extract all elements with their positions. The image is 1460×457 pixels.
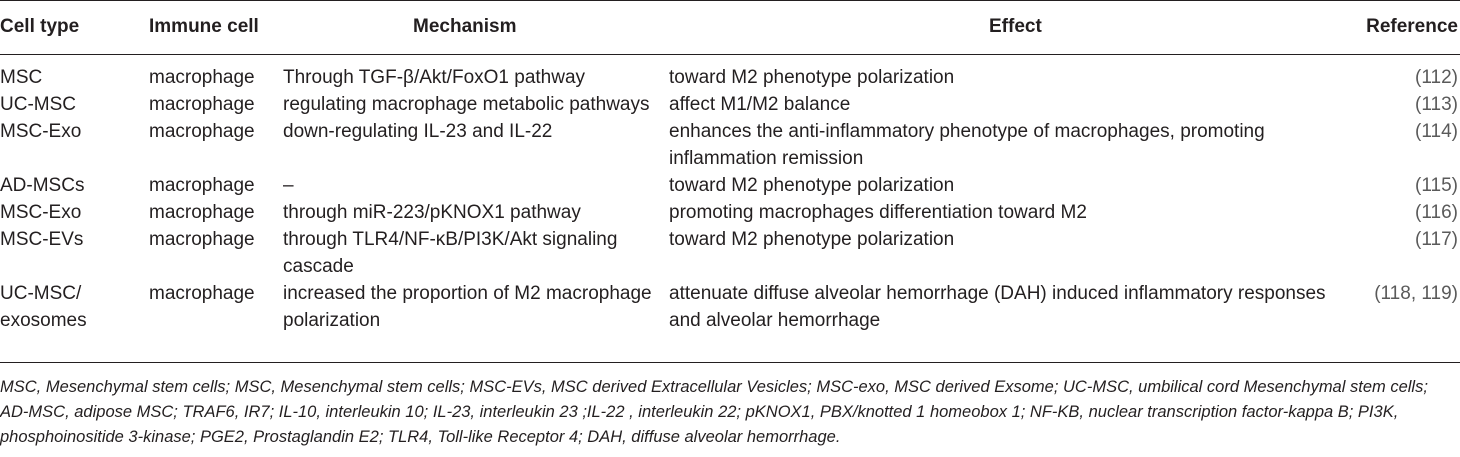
bottom-rule <box>0 362 1460 363</box>
reference-cell: (113) <box>1415 94 1458 115</box>
mechanism-cell: through TLR4/NF-κB/PI3K/Akt signaling cascade <box>283 229 618 277</box>
header-immune-cell: Immune cell <box>149 16 259 37</box>
immune-cell-cell: macrophage <box>149 67 255 88</box>
table-footnote: MSC, Mesenchymal stem cells; MSC, Mesenchymal stem cells; MSC-EVs, MSC derived Extracellular Vesicles; MSC-exo, MSC derived Exsome; UC-MSC, umbilical cord Mesenchymal stem cells; AD-MSC, adipose MSC; TRAF6, IR7; IL-10, interleukin 10; IL-23, interleukin 23 ;IL-22 , interleukin 22; pKNOX1, PBX/knotted 1 homeobox 1; NF-KB, nuclear transcription factor-kappa B; PI3K, phosphoinositide 3-kinase; PGE2, Prostaglandin E2; TLR4, Toll-like Receptor 4; DAH, diffuse alveolar hemorrhage. <box>0 378 1428 446</box>
effect-cell: toward M2 phenotype polarization <box>669 175 955 196</box>
effect-cell: attenuate diffuse alveolar hemorrhage (DAH) induced inflammatory responses and alveolar hemorrhage <box>669 283 1326 331</box>
table-row <box>0 55 1460 91</box>
reference-cell: (118, 119) <box>1374 283 1458 304</box>
immune-cell-cell: macrophage <box>149 175 255 196</box>
cell-type-cell: UC-MSC <box>0 94 76 115</box>
immune-cell-cell: macrophage <box>149 283 255 304</box>
cell-type-cell: MSC-EVs <box>0 229 84 250</box>
reference-cell: (112) <box>1415 67 1458 88</box>
effect-cell: toward M2 phenotype polarization <box>669 229 955 250</box>
effect-cell: enhances the anti-inflammatory phenotype of macrophages, promoting inflammation remission <box>669 121 1265 169</box>
header-effect: Effect <box>989 16 1042 37</box>
header-reference: Reference <box>1366 16 1458 37</box>
mechanism-cell: regulating macrophage metabolic pathways <box>283 94 650 115</box>
mechanism-cell: down-regulating IL-23 and IL-22 <box>283 121 553 142</box>
immune-cell-cell: macrophage <box>149 121 255 142</box>
immune-cell-cell: macrophage <box>149 94 255 115</box>
table-row <box>0 91 1460 118</box>
table-row <box>0 226 1460 280</box>
mechanism-cell: – <box>283 175 294 196</box>
table-row <box>0 199 1460 226</box>
reference-cell: (114) <box>1415 121 1458 142</box>
mechanism-cell: increased the proportion of M2 macrophage polarization <box>283 283 652 331</box>
reference-cell: (117) <box>1415 229 1458 250</box>
header-row <box>0 0 1460 55</box>
mechanism-cell: Through TGF-β/Akt/FoxO1 pathway <box>283 67 586 88</box>
effect-cell: promoting macrophages differentiation toward M2 <box>669 202 1087 223</box>
effect-cell: affect M1/M2 balance <box>669 94 851 115</box>
table-row <box>0 118 1460 172</box>
mechanism-cell: through miR-223/pKNOX1 pathway <box>283 202 581 223</box>
table-row <box>0 172 1460 199</box>
cell-type-cell: AD-MSCs <box>0 175 85 196</box>
cell-type-cell: UC-MSC/ exosomes <box>0 283 87 331</box>
reference-cell: (115) <box>1415 175 1458 196</box>
table-row <box>0 280 1460 334</box>
header-cell-type: Cell type <box>0 16 80 37</box>
effect-cell: toward M2 phenotype polarization <box>669 67 955 88</box>
immune-cell-cell: macrophage <box>149 229 255 250</box>
reference-cell: (116) <box>1415 202 1458 223</box>
cell-type-cell: MSC <box>0 67 43 88</box>
header-mechanism: Mechanism <box>413 16 517 37</box>
immune-cell-cell: macrophage <box>149 202 255 223</box>
cell-type-cell: MSC-Exo <box>0 202 82 223</box>
cell-type-cell: MSC-Exo <box>0 121 82 142</box>
